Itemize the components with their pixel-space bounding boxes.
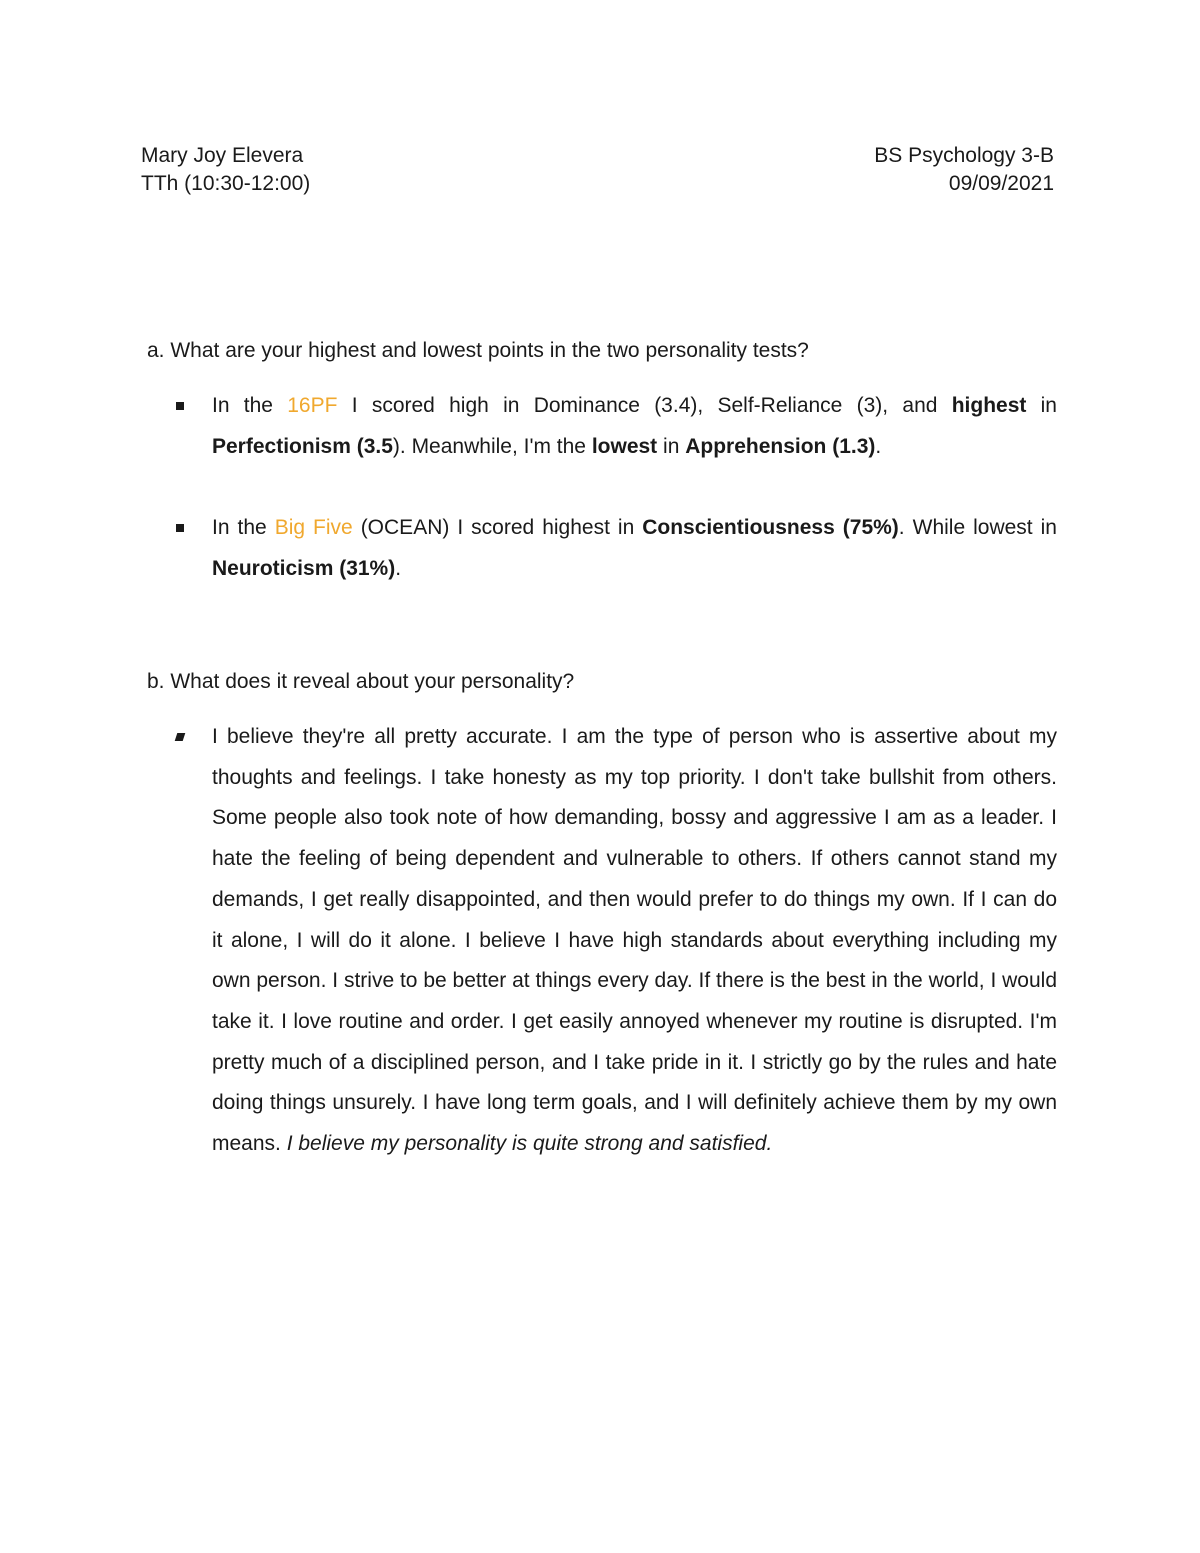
document-date: 09/09/2021	[948, 172, 1054, 195]
answer-b-closing: I believe my personality is quite strong and satisfied.	[286, 1132, 773, 1156]
square-bullet-icon	[176, 402, 184, 410]
course-section: BS Psychology 3-B	[874, 144, 1054, 167]
answer-a-bullet-2: In the Big Five (OCEAN) I scored highest in Conscientiousness (75%). While lowest in Neuroticism (31%).	[212, 508, 1057, 589]
student-name: Mary Joy Elevera	[141, 144, 304, 167]
test-name-16pf: 16PF	[287, 394, 338, 417]
header-left	[141, 142, 310, 198]
square-bullet-icon	[175, 733, 186, 741]
question-b: b. What does it reveal about your personality?	[147, 670, 575, 693]
answer-b-bullet-1	[212, 717, 1057, 1165]
question-a: a. What are your highest and lowest points in the two personality tests?	[147, 339, 809, 362]
answer-a-bullet-1: In the 16PF I scored high in Dominance (3.4), Self-Reliance (3), and highest in Perfectionism (3.5). Meanwhile, I'm the lowest in Apprehension (1.3).	[212, 386, 1057, 467]
header-right	[874, 142, 1054, 198]
square-bullet-icon	[176, 524, 184, 532]
test-name-big-five: Big Five	[274, 516, 353, 539]
answer-b-body: I believe they're all pretty accurate. I am the type of person who is assertive about my thoughts and feelings. I take honesty as my top priority. I don't take bullshit from others. Some people also took note of how demanding, bossy and aggressive I am as a leader. I hate the feeling of being dependent and vulnerable to others. If others cannot stand my demands, I get really disappointed, and then would prefer to do things my own. If I can do it alone, I will do it alone. I believe I have high standards about everything including my own person. I strive to be better at things every day. If there is the best in the world, I would take it. I love routine and order. I get easily annoyed whenever my routine is disrupted. I'm pretty much of a disciplined person, and I take pride in it. I strictly go by the rules and hate doing things unsurely. I have long term goals, and I will definitely achieve them by my own means.	[212, 725, 1057, 1156]
class-schedule: TTh (10:30-12:00)	[141, 172, 311, 195]
